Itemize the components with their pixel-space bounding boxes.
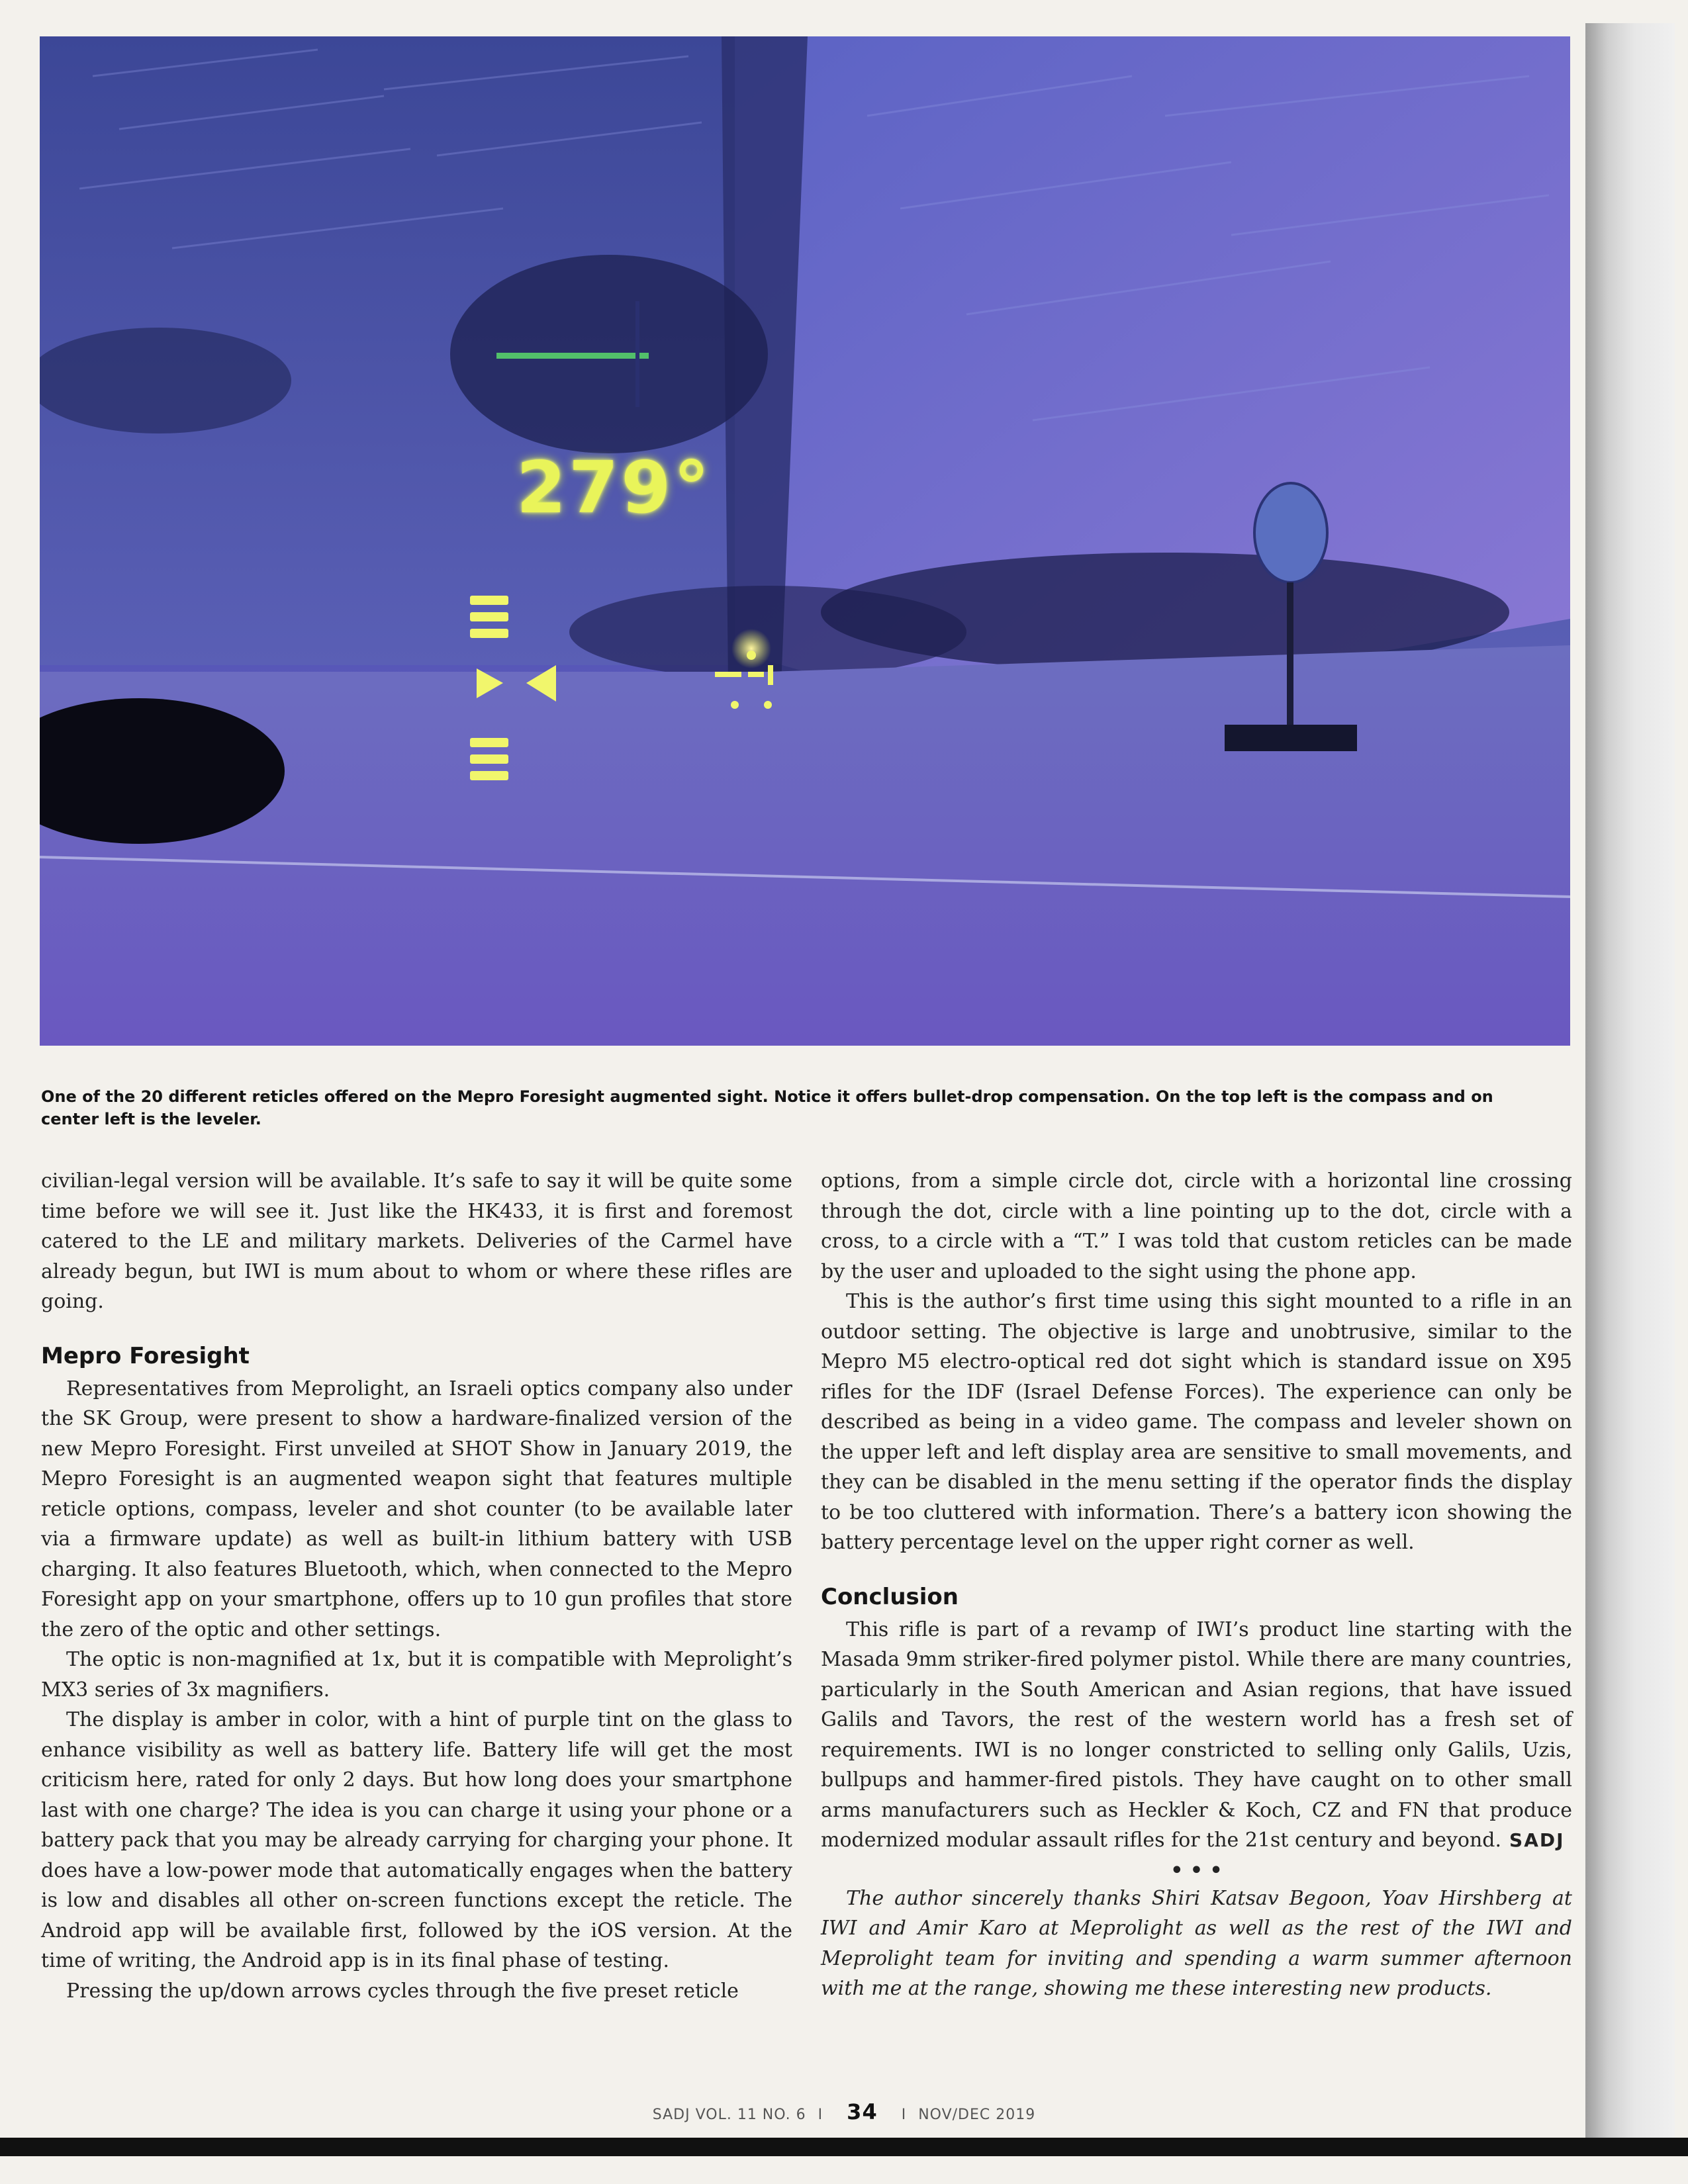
scan-edge-shadow: [1585, 23, 1675, 2148]
author-credit: The author sincerely thanks Shiri Katsav Begoon, Yoav Hirshberg at IWI and Amir Karo at Meprolight as well as the rest of the IWI and Meprolight team for inviting and spending a warm summer afternoon with me at the range, showing me these interesting new products.: [821, 1886, 1572, 2000]
compass-heading-readout: 279°: [516, 447, 712, 529]
publication-info: SADJ VOL. 11 NO. 6: [652, 2107, 806, 2123]
scan-bottom-band: [0, 2138, 1688, 2156]
feature-photo: [40, 36, 1570, 1046]
target-post: [1287, 582, 1293, 735]
steel-target: [1254, 483, 1327, 582]
paragraph: Representatives from Meprolight, an Israeli optics company also under the SK Group, were present to show a hardware-finalized version of the new Mepro Foresight. First unveiled at SHOT Show in January 2019, the Mepro Foresight is an augmented weapon sight that features multiple reticle options, compass, leveler and shot counter (to be available later via a firmware update) as well as built-in lithium battery with USB charging. It also features Bluetooth, which, when connected to the Mepro Foresight app on your smartphone, offers up to 10 gun profiles that store the zero of the optic and other settings.: [41, 1377, 792, 1641]
target-base: [1225, 725, 1357, 751]
article-column-left: [41, 1166, 792, 2006]
end-mark: SADJ: [1509, 1829, 1565, 1851]
paragraph: Pressing the up/down arrows cycles through the five preset reticle: [66, 1979, 739, 2003]
range-ground: [40, 645, 1570, 1046]
conclusion-text: This rifle is part of a revamp of IWI’s product line starting with the Masada 9mm striker-fired polymer pistol. While there are many countries, particularly in the South American and Asian regions, that have issued Galils and Tavors, the rest of the western world has a fresh set of requirements. IWI is no longer constricted to selling only Galils, Uzis, bullpups and hammer-fired pistols. They have caught on to other small arms manufacturers such as Heckler & Koch, CZ and FN that produce modernized modular assault rifles for the 21st century and beyond.: [821, 1617, 1572, 1852]
footer-separator: I: [901, 2107, 907, 2123]
article-column-right: [821, 1166, 1572, 2004]
shrub-line: [569, 586, 966, 678]
issue-date: NOV/DEC 2019: [918, 2107, 1036, 2123]
paragraph: The optic is non-magnified at 1x, but it is compatible with Meprolight’s MX3 series of 3x magnifiers.: [41, 1648, 792, 1702]
section-separator: • • •: [1170, 1858, 1223, 1882]
paragraph: The display is amber in color, with a hint of purple tint on the glass to enhance visibility as well as battery life. Battery life will get the most criticism here, rated for only 2 days. But how long does your smartphone last with one charge? The idea is you can charge it using your phone or a battery pack that you may be already carrying for charging your phone. It does have a low-power mode that automatically engages when the battery is low and disables all other on-screen functions except the reticle. The Android app will be available first, followed by the iOS version. At the time of writing, the Android app is in its final phase of testing.: [41, 1708, 792, 1972]
paragraph: [821, 1615, 1572, 1856]
compass-tick: [635, 301, 639, 407]
page-number: 34: [847, 2099, 878, 2124]
photo-caption: One of the 20 different reticles offered on the Mepro Foresight augmented sight. Notice it offers bullet-drop compensation. On the top left is the compass and on center left is the leveler.: [41, 1087, 1493, 1128]
page-footer: [0, 2099, 1688, 2124]
paragraph: options, from a simple circle dot, circle with a horizontal line crossing through the dot, circle with a line pointing up to the dot, circle with a cross, to a circle with a “T.” I was told that custom reticles can be made by the user and uploaded to the sight using the phone app.: [821, 1169, 1572, 1283]
paragraph: This is the author’s first time using this sight mounted to a rifle in an outdoor setting. The objective is large and unobtrusive, similar to the Mepro M5 electro-optical red dot sight which is standard issue on X95 rifles for the IDF (Israel Defense Forces). The experience can only be described as being in a video game. The compass and leveler shown on the upper left and left display area are sensitive to small movements, and they can be disabled in the menu setting if the operator finds the display to be too cluttered with information. There’s a battery icon showing the battery percentage level on the upper right corner as well.: [821, 1290, 1572, 1554]
compass-bar: [496, 353, 649, 359]
photo-scene: [40, 36, 1570, 1046]
paragraph: civilian-legal version will be available. It’s safe to say it will be quite some time before we will see it. Just like the HK433, it is first and foremost catered to the LE and military markets. Deliveries of the Carmel have already begun, but IWI is mum about to whom or where these rifles are going.: [41, 1169, 792, 1313]
section-heading-conclusion: Conclusion: [821, 1583, 959, 1610]
section-heading-mepro-foresight: Mepro Foresight: [41, 1342, 250, 1369]
footer-separator: I: [818, 2107, 823, 2123]
